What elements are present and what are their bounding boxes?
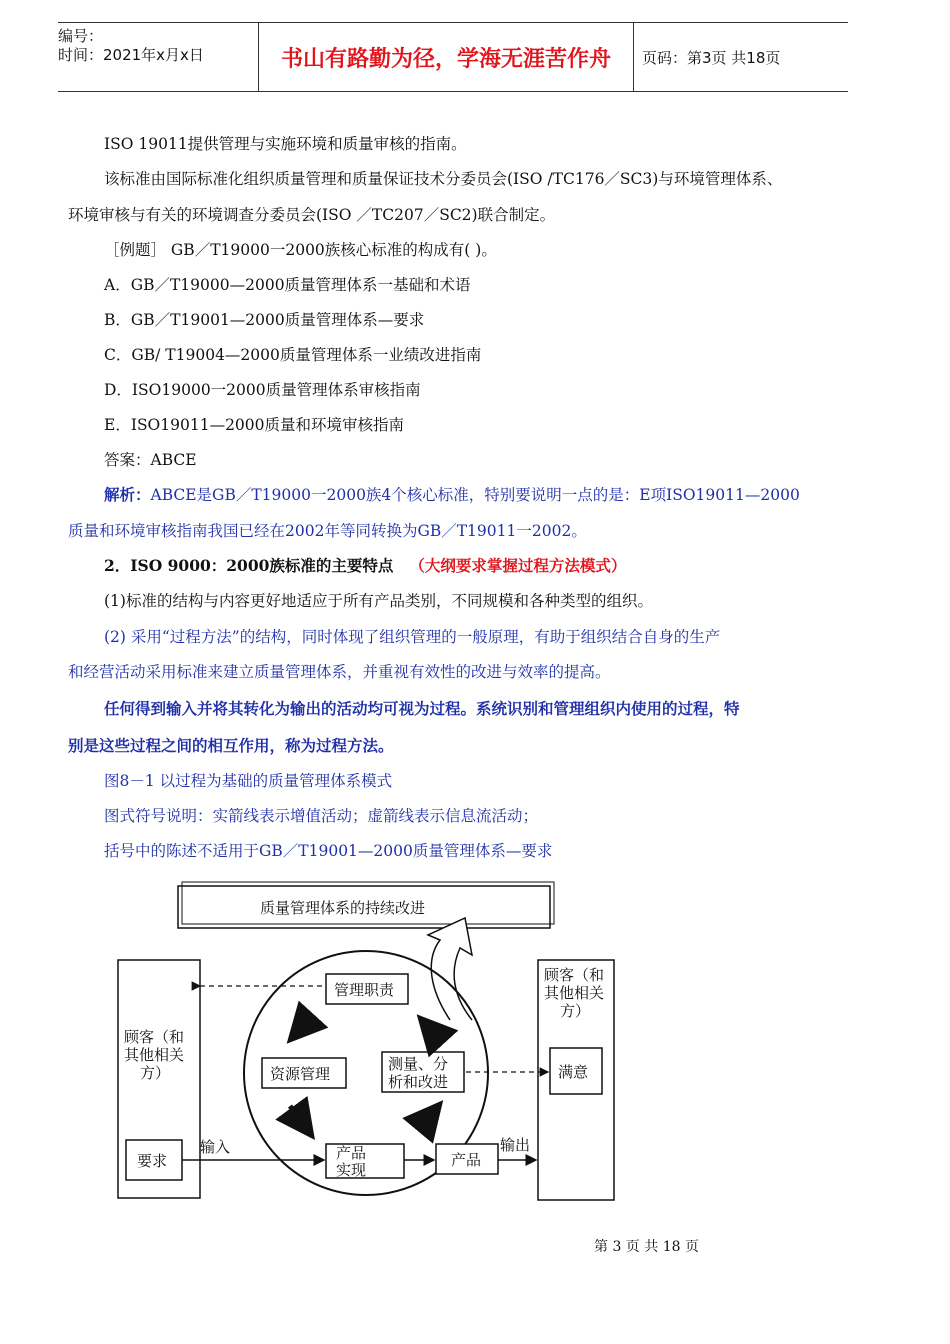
realization-label-1: 产品 xyxy=(336,1144,367,1162)
continuous-improvement-box xyxy=(178,882,554,928)
option-a: A．GB／T19000—2000质量管理体系一基础和术语 xyxy=(104,276,471,294)
product-label: 产品 xyxy=(451,1151,482,1169)
figure-legend: 图式符号说明：实箭线表示增值活动；虚箭线表示信息流活动； xyxy=(104,807,539,825)
page-header xyxy=(58,22,848,92)
header-page: 页码：第3页 共18页 xyxy=(642,48,781,67)
left-customer-label-3: 方） xyxy=(140,1064,171,1082)
output-label: 输出 xyxy=(500,1136,531,1154)
analysis-line-1 xyxy=(104,485,800,505)
header-motto: 书山有路勤为径，学海无涯苦作舟 xyxy=(258,23,634,91)
left-customer-label-2: 其他相关 xyxy=(124,1046,185,1064)
resource-label: 资源管理 xyxy=(270,1065,331,1083)
option-d: D．ISO19000一2000质量管理体系审核指南 xyxy=(104,381,421,399)
figure-note: 括号中的陈述不适用于GB／T19001—2000质量管理体系—要求 xyxy=(104,842,553,860)
option-e: E．ISO19011—2000质量和环境审核指南 xyxy=(104,416,405,434)
body-line: 环境审核与有关的环境调查分委员会(ISO ／TC207／SC2)联合制定。 xyxy=(68,206,556,224)
improvement-arrow xyxy=(428,918,472,1020)
section-2-note: （大纲要求掌握过程方法模式） xyxy=(409,556,627,575)
point-2-line-2: 和经营活动采用标准来建立质量管理体系，并重视有效性的改进与效率的提高。 xyxy=(68,663,611,681)
management-label: 管理职责 xyxy=(334,981,395,999)
process-model-diagram xyxy=(100,880,630,1210)
cycle-arrow-1 xyxy=(290,1018,310,1040)
page-footer: 第 3 页 共 18 页 xyxy=(594,1239,699,1255)
option-b: B．GB／T19001—2000质量管理体系—要求 xyxy=(104,311,425,329)
analysis-line-2: 质量和环境审核指南我国已经在2002年等同转换为GB／T19011一2002。 xyxy=(68,522,587,540)
header-meta xyxy=(58,23,258,95)
point-2-line-1: (2) 采用“过程方法”的结构，同时体现了组织管理的一般原理，有助于组织结合自身的生产 xyxy=(104,628,721,646)
option-c: C．GB/ T19004—2000质量管理体系一业绩改进指南 xyxy=(104,346,482,364)
answer: 答案：ABCE xyxy=(104,451,197,469)
top-box-label: 质量管理体系的持续改进 xyxy=(260,899,426,917)
measure-label-1: 测量、分 xyxy=(388,1055,449,1073)
section-2-heading: 2．ISO 9000：2000族标准的主要特点 xyxy=(104,556,394,575)
left-customer-label-1: 顾客（和 xyxy=(124,1028,185,1046)
right-customer-label-2: 其他相关 xyxy=(544,984,605,1002)
header-number: 编号： xyxy=(58,27,104,45)
cycle-arrow-2 xyxy=(290,1106,312,1136)
measure-label-2: 析和改进 xyxy=(388,1073,449,1091)
input-label: 输入 xyxy=(200,1138,231,1156)
bold-definition-1: 任何得到输入并将其转化为输出的活动均可视为过程。系统识别和管理组织内使用的过程，特 xyxy=(104,699,740,718)
point-1: (1)标准的结构与内容更好地适应于所有产品类别，不同规模和各种类型的组织。 xyxy=(104,592,653,610)
section-2-title xyxy=(104,556,626,576)
example-question: ［例题］ GB／T19000一2000族核心标准的构成有( )。 xyxy=(104,241,497,259)
cycle-arrow-3 xyxy=(420,1104,440,1128)
satisfaction-label: 满意 xyxy=(558,1063,589,1081)
realization-label-2: 实现 xyxy=(336,1161,367,1179)
bold-definition-2: 别是这些过程之间的相互作用，称为过程方法。 xyxy=(68,736,394,755)
figure-title: 图8－1 以过程为基础的质量管理体系模式 xyxy=(104,772,393,790)
header-time: 时间：2021年x月x日 xyxy=(58,46,204,64)
body-line: 该标准由国际标准化组织质量管理和质量保证技术分委员会(ISO /TC176／SC3)与环境管理体系、 xyxy=(104,170,783,188)
right-customer-label-3: 方） xyxy=(560,1002,591,1020)
body-line: ISO 19011提供管理与实施环境和质量审核的指南。 xyxy=(104,135,467,153)
requirement-label: 要求 xyxy=(137,1152,168,1170)
analysis-label: 解析： xyxy=(104,485,151,504)
cycle-arrow-4 xyxy=(420,1018,440,1040)
right-customer-label-1: 顾客（和 xyxy=(544,966,605,984)
analysis-text: ABCE是GB／T19000一2000族4个核心标准，特别要说明一点的是：E项ISO19011—2000 xyxy=(150,486,800,504)
